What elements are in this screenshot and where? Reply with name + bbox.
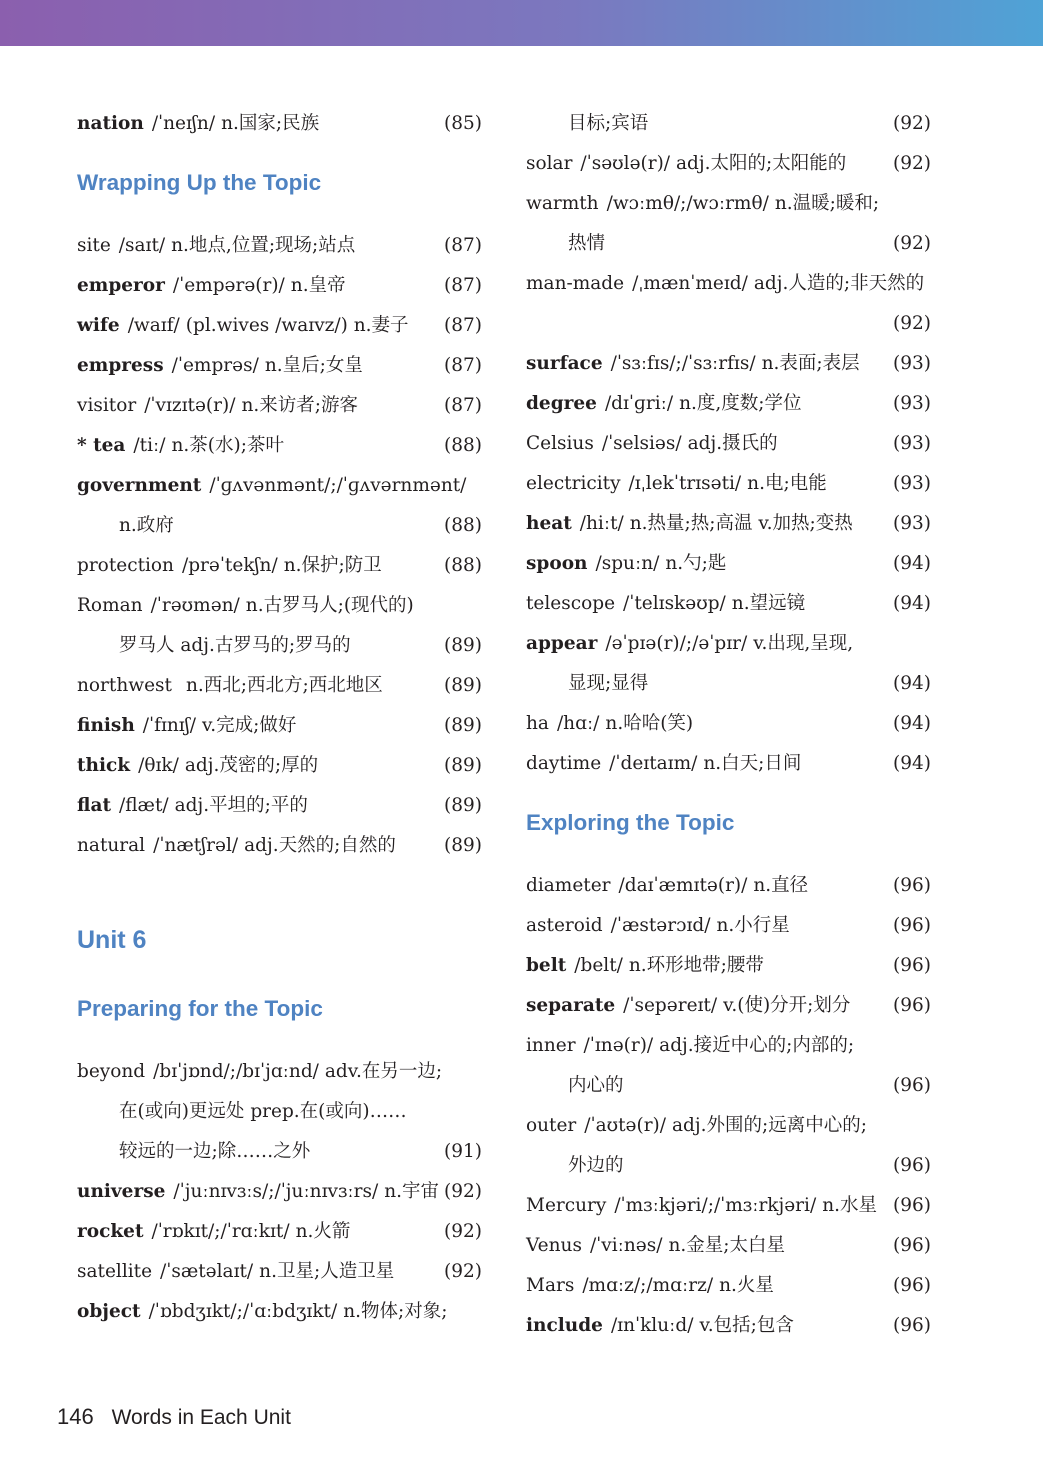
vocab-entry (77, 706, 482, 746)
entry-page-ref: (92) (893, 313, 931, 334)
entry-page-ref: (96) (893, 1195, 931, 1216)
entry-continuation (77, 626, 482, 666)
entry-word: electricity (526, 473, 621, 494)
entry-word: natural (77, 835, 146, 856)
entry-definition: 热情 (568, 233, 606, 254)
entry-definition: n.宇宙 (384, 1181, 439, 1202)
entry-page-ref: (92) (893, 153, 931, 174)
entry-definition: n.火箭 (295, 1221, 351, 1242)
entry-page-ref: (93) (893, 393, 931, 414)
entry-word: surface (526, 353, 603, 374)
entry-word: ha (526, 713, 549, 734)
entry-word: government (77, 475, 202, 496)
entry-word: emperor (77, 275, 165, 296)
entry-phonetic: /ˈsəʊlə(r)/ (580, 153, 671, 174)
section-heading: Preparing for the Topic (77, 996, 323, 1021)
entry-phonetic: /ˈmɜːkjəri/;/ˈmɜːrkjəri/ (614, 1195, 817, 1216)
entry-page-ref: (87) (444, 235, 482, 256)
entry-page-ref: (94) (893, 593, 931, 614)
entry-definition: n.哈哈(笑) (605, 713, 694, 734)
entry-word: beyond (77, 1061, 146, 1082)
entry-page-ref: (94) (893, 753, 931, 774)
vocab-entry (526, 704, 931, 744)
vocab-entry (526, 384, 931, 424)
entry-definition: n.望远镜 (731, 593, 806, 614)
entry-phonetic: /ˈvɪzɪtə(r)/ (144, 395, 236, 416)
entry-continuation (526, 664, 931, 704)
vocab-entry (77, 1212, 482, 1252)
vocab-entry (77, 346, 482, 386)
entry-phonetic: /ˈselsiəs/ (601, 433, 682, 454)
entry-page-ref: (89) (444, 795, 482, 816)
entry-phonetic: /ˈɒbdʒɪkt/;/ˈɑːbdʒɪkt/ (148, 1301, 338, 1322)
unit-heading: Unit 6 (77, 926, 147, 954)
vocab-entry (77, 466, 482, 506)
entry-page-ref: (87) (444, 275, 482, 296)
entry-phonetic: /wɔːmθ/;/wɔːrmθ/ (606, 193, 769, 214)
entry-definition: adj.外围的;远离中心的; (672, 1115, 867, 1136)
entry-word: satellite (77, 1261, 153, 1282)
entry-page-ref: (85) (444, 113, 482, 134)
entry-definition: adv.在另一边; (324, 1061, 443, 1082)
entry-definition: adj.摄氏的 (687, 433, 778, 454)
entry-phonetic: /ˈɡʌvənmənt/;/ˈɡʌvərnmənt/ (209, 475, 467, 496)
entry-word: heat (526, 513, 572, 534)
entry-definition: (pl.wives /waɪvz/) n.妻子 (185, 315, 409, 336)
entry-page-ref: (91) (444, 1141, 482, 1162)
vocab-entry (526, 504, 931, 544)
entry-page-ref: (88) (444, 555, 482, 576)
entry-word: degree (526, 393, 597, 414)
entry-definition: v.出现,呈现, (753, 633, 854, 654)
entry-phonetic: /waɪf/ (127, 315, 180, 336)
vocab-entry (526, 544, 931, 584)
entry-definition: n.来访者;游客 (241, 395, 358, 416)
entry-word: site (77, 235, 111, 256)
entry-phonetic: /ˈdeɪtaɪm/ (609, 753, 698, 774)
entry-phonetic: /ˈaʊtə(r)/ (584, 1115, 666, 1136)
entry-word: asteroid (526, 915, 603, 936)
entry-phonetic: /daɪˈæmɪtə(r)/ (618, 875, 748, 896)
entry-page-ref: (89) (444, 835, 482, 856)
entry-phonetic: /bɪˈjɒnd/;/bɪˈjɑːnd/ (153, 1061, 319, 1082)
entry-word: empress (77, 355, 164, 376)
entry-phonetic: /spuːn/ (595, 553, 660, 574)
entry-definition: n.温暖;暖和; (774, 193, 880, 214)
entry-phonetic: /ˈsepəreɪt/ (623, 995, 718, 1016)
vocab-entry (526, 144, 931, 184)
vocab-entry (526, 344, 931, 384)
entry-phonetic: /hiːt/ (579, 513, 624, 534)
entry-word: appear (526, 633, 598, 654)
entry-definition: n.金星;太白星 (668, 1235, 785, 1256)
top-banner (0, 0, 1043, 46)
entry-phonetic: /ˈneɪʃn/ (151, 113, 216, 134)
entry-definition: adj.天然的;自然的 (244, 835, 396, 856)
entry-phonetic: /flæt/ (118, 795, 169, 816)
vocab-entry (526, 986, 931, 1026)
entry-definition: adj.接近中心的;内部的; (659, 1035, 855, 1056)
entry-page-ref: (96) (893, 1315, 931, 1336)
vocab-entry (526, 906, 931, 946)
entry-page-ref: (89) (444, 755, 482, 776)
vocab-entry (526, 1026, 931, 1066)
entry-word: spoon (526, 553, 588, 574)
vocab-entry (77, 586, 482, 626)
entry-definition: 内心的 (568, 1075, 624, 1096)
vocab-entry (526, 184, 931, 224)
entry-definition: 目标;宾语 (568, 113, 649, 134)
entry-phonetic: /θɪk/ (138, 755, 179, 776)
entry-phonetic: /ˈæstərɔɪd/ (610, 915, 711, 936)
entry-page-ref: (96) (893, 955, 931, 976)
entry-definition: n.物体;对象; (343, 1301, 448, 1322)
entry-word: man-made (526, 273, 625, 294)
left-column (77, 104, 482, 1332)
entry-page-ref: (89) (444, 635, 482, 656)
entry-page-ref: (93) (893, 513, 931, 534)
entry-phonetic: /ˈrɒkɪt/;/ˈrɑːkɪt/ (151, 1221, 290, 1242)
entry-page-ref: (87) (444, 395, 482, 416)
entry-page-ref: (87) (444, 315, 482, 336)
entry-definition: v.(使)分开;划分 (723, 995, 851, 1016)
entry-word: northwest (77, 675, 172, 696)
entry-definition: n.度,度数;学位 (679, 393, 802, 414)
entry-phonetic: /ˌmænˈmeɪd/ (632, 273, 748, 294)
vocab-entry (526, 1186, 931, 1226)
entry-word: visitor (77, 395, 137, 416)
entry-word: belt (526, 955, 567, 976)
entry-word: nation (77, 113, 144, 134)
entry-phonetic: /ˈjuːnɪvɜːs/;/ˈjuːnɪvɜːrs/ (173, 1181, 379, 1202)
entry-continuation (77, 1132, 482, 1172)
entry-phonetic: /ˈtelɪskəʊp/ (623, 593, 726, 614)
entry-phonetic: /ˈɪnə(r)/ (583, 1035, 654, 1056)
entry-phonetic: /mɑːz/;/mɑːrz/ (582, 1275, 714, 1296)
entry-definition: n.国家;民族 (221, 113, 320, 134)
entry-definition: 罗马人 adj.古罗马的;罗马的 (119, 635, 351, 656)
entry-page-ref: (89) (444, 675, 482, 696)
entry-page-ref: (94) (893, 673, 931, 694)
entry-definition: n.茶(水);茶叶 (171, 435, 284, 456)
entry-definition: adj.平坦的;平的 (174, 795, 308, 816)
entry-definition: n.小行星 (716, 915, 790, 936)
entry-page-ref: (92) (444, 1261, 482, 1282)
entry-word: thick (77, 755, 131, 776)
vocab-entry (77, 104, 482, 144)
entry-word: solar (526, 153, 573, 174)
vocab-entry (77, 1252, 482, 1292)
entry-page-ref: (92) (893, 233, 931, 254)
entry-page-ref: (96) (893, 875, 931, 896)
vocab-entry (77, 426, 482, 466)
vocab-entry (77, 746, 482, 786)
vocab-entry (526, 866, 931, 906)
entry-definition: n.白天;日间 (703, 753, 802, 774)
entry-phonetic: /belt/ (574, 955, 623, 976)
entry-definition: n.政府 (119, 515, 174, 536)
entry-definition: n.西北;西北方;西北地区 (185, 675, 383, 696)
vocab-entry (77, 1172, 482, 1212)
vocab-entry (526, 1226, 931, 1266)
entry-word: Roman (77, 595, 143, 616)
vocab-entry (526, 744, 931, 784)
entry-definition: n.古罗马人;(现代的) (245, 595, 414, 616)
vocab-entry (526, 1306, 931, 1346)
entry-word: * tea (77, 435, 126, 456)
entry-definition: n.电;电能 (747, 473, 827, 494)
entry-page-ref: (96) (893, 995, 931, 1016)
entry-word: inner (526, 1035, 576, 1056)
entry-definition: adj.太阳的;太阳能的 (676, 153, 847, 174)
entry-continuation (526, 224, 931, 264)
entry-page-ref: (93) (893, 433, 931, 454)
entry-word: universe (77, 1181, 166, 1202)
entry-phonetic: /ˈemprəs/ (171, 355, 259, 376)
entry-word: separate (526, 995, 616, 1016)
vocab-entry (77, 1292, 482, 1332)
entry-word: wife (77, 315, 120, 336)
entry-continuation (526, 304, 931, 344)
entry-definition: n.卫星;人造卫星 (259, 1261, 395, 1282)
section-heading: Exploring the Topic (526, 810, 735, 835)
entry-definition: n.热量;热;高温 v.加热;变热 (629, 513, 853, 534)
entry-phonetic: /ˈempərə(r)/ (172, 275, 285, 296)
vocab-entry (77, 266, 482, 306)
right-column (526, 104, 931, 1346)
entry-page-ref: (88) (444, 435, 482, 456)
entry-page-ref: (93) (893, 353, 931, 374)
entry-continuation (526, 104, 931, 144)
page-footer (57, 1404, 291, 1430)
vocab-entry (526, 946, 931, 986)
entry-phonetic: /tiː/ (133, 435, 166, 456)
entry-definition: adj.人造的;非天然的 (753, 273, 925, 294)
entry-word: Venus (526, 1235, 582, 1256)
entry-definition: n.直径 (753, 875, 809, 896)
vocab-entry (77, 1052, 482, 1092)
entry-word: Mercury (526, 1195, 607, 1216)
entry-continuation (526, 1066, 931, 1106)
entry-phonetic: /ˈsɜːfɪs/;/ˈsɜːrfɪs/ (610, 353, 756, 374)
page-number: 146 (57, 1404, 94, 1429)
entry-phonetic: /saɪt/ (118, 235, 166, 256)
vocab-entry (526, 464, 931, 504)
entry-definition: adj.茂密的;厚的 (184, 755, 319, 776)
entry-phonetic: /ˈviːnəs/ (589, 1235, 663, 1256)
entry-definition: 显现;显得 (568, 673, 649, 694)
entry-definition: 较远的一边;除……之外 (119, 1141, 311, 1162)
entry-word: finish (77, 715, 135, 736)
vocab-entry (526, 1266, 931, 1306)
vocab-entry (77, 386, 482, 426)
entry-page-ref: (93) (893, 473, 931, 494)
entry-definition: 在(或向)更远处 prep.在(或向)…… (119, 1101, 407, 1122)
entry-continuation (526, 1146, 931, 1186)
vocab-entry (77, 786, 482, 826)
vocab-entry (526, 1106, 931, 1146)
entry-word: daytime (526, 753, 602, 774)
entry-definition: 外边的 (568, 1155, 624, 1176)
entry-phonetic: /ɪnˈkluːd/ (610, 1315, 694, 1336)
entry-page-ref: (96) (893, 1275, 931, 1296)
entry-definition: n.皇帝 (290, 275, 346, 296)
entry-definition: n.勺;匙 (665, 553, 727, 574)
entry-page-ref: (92) (444, 1221, 482, 1242)
entry-continuation (77, 1092, 482, 1132)
entry-page-ref: (92) (444, 1181, 482, 1202)
vocab-entry (77, 666, 482, 706)
entry-page-ref: (96) (893, 1075, 931, 1096)
entry-page-ref: (96) (893, 1235, 931, 1256)
entry-word: outer (526, 1115, 577, 1136)
entry-phonetic: /hɑː/ (556, 713, 600, 734)
vocab-entry (526, 624, 931, 664)
vocab-entry (77, 226, 482, 266)
entry-page-ref: (88) (444, 515, 482, 536)
entry-word: rocket (77, 1221, 144, 1242)
vocab-entry (526, 264, 931, 304)
entry-phonetic: /əˈpɪə(r)/;/əˈpɪr/ (605, 633, 748, 654)
section-heading: Wrapping Up the Topic (77, 170, 322, 195)
footer-title: Words in Each Unit (111, 1406, 291, 1429)
entry-definition: n.水星 (822, 1195, 877, 1216)
entry-word: include (526, 1315, 603, 1336)
entry-phonetic: /ˈfɪnɪʃ/ (142, 715, 196, 736)
entry-word: object (77, 1301, 141, 1322)
entry-word: protection (77, 555, 174, 576)
vocab-entry (77, 546, 482, 586)
entry-word: diameter (526, 875, 611, 896)
vocab-entry (526, 424, 931, 464)
entry-continuation (77, 506, 482, 546)
vocab-entry (77, 826, 482, 866)
entry-definition: n.地点,位置;现场;站点 (171, 235, 356, 256)
entry-phonetic: /prəˈtekʃn/ (181, 555, 278, 576)
entry-definition: v.包括;包含 (699, 1315, 794, 1336)
entry-word: flat (77, 795, 111, 816)
entry-page-ref: (89) (444, 715, 482, 736)
entry-phonetic: /ˈnætʃrəl/ (153, 835, 239, 856)
entry-page-ref: (92) (893, 113, 931, 134)
entry-page-ref: (94) (893, 553, 931, 574)
entry-page-ref: (87) (444, 355, 482, 376)
entry-word: Mars (526, 1275, 575, 1296)
entry-phonetic: /dɪˈɡriː/ (604, 393, 674, 414)
entry-word: warmth (526, 193, 599, 214)
entry-definition: v.完成;做好 (201, 715, 297, 736)
entry-definition: n.环形地带;腰带 (628, 955, 764, 976)
entry-definition: n.皇后;女皇 (264, 355, 363, 376)
vocab-entry (77, 306, 482, 346)
entry-page-ref: (96) (893, 915, 931, 936)
entry-word: Celsius (526, 433, 594, 454)
entry-definition: n.保护;防卫 (283, 555, 382, 576)
entry-phonetic: /ˈsætəlaɪt/ (160, 1261, 254, 1282)
vocab-entry (526, 584, 931, 624)
entry-phonetic: /ˈrəʊmən/ (150, 595, 240, 616)
entry-definition: n.火星 (719, 1275, 774, 1296)
entry-page-ref: (96) (893, 1155, 931, 1176)
entry-word: telescope (526, 593, 616, 614)
entry-page-ref: (94) (893, 713, 931, 734)
entry-phonetic: /ɪˌlekˈtrɪsəti/ (628, 473, 742, 494)
entry-definition: n.表面;表层 (761, 353, 860, 374)
